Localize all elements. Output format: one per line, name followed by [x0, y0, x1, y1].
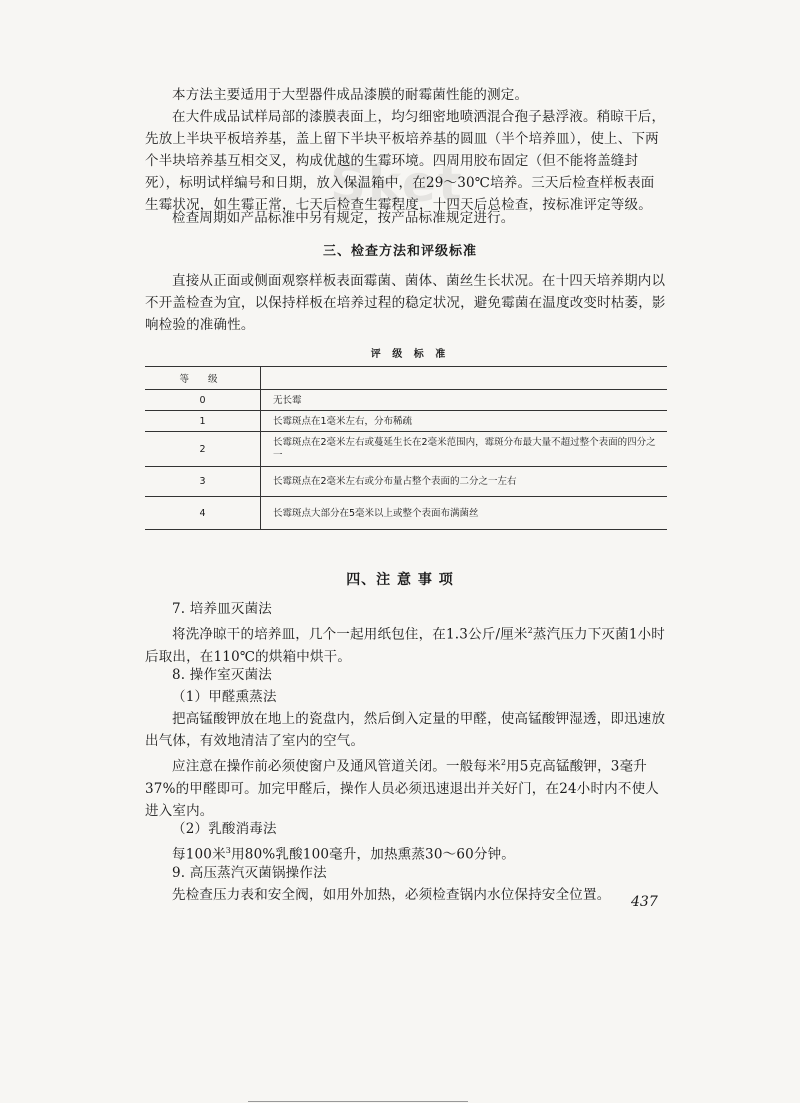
table-cell-level: 0: [145, 390, 261, 411]
item-7-paragraph: 将洗净晾干的培养皿，几个一起用纸包住，在1.3公斤/厘米$^2$蒸汽压力下灭菌1小时后取出，在110℃的烘箱中烘干。: [145, 626, 666, 665]
intro-paragraph-1: 本方法主要适用于大型器件成品漆膜的耐霉菌性能的测定。: [172, 87, 529, 103]
table-row: [145, 467, 667, 497]
table-cell-level: 1: [145, 411, 261, 432]
table-cell-desc: 长霉斑点在2毫米左右或分布量占整个表面的二分之一左右: [261, 467, 668, 497]
item-8-1-paragraph-2: 应注意在操作前必须使窗户及通风管道关闭。一般每米$^2$用5克高锰酸钾，3毫升37%的甲醛即可。加完甲醛后，操作人员必须迅速退出并关好门，在24小时内不使人进入室内。: [145, 758, 659, 819]
item-8-2-paragraph: 每100米$^3$用80%乳酸100毫升，加热熏蒸30～60分钟。: [172, 846, 516, 863]
table-cell-desc: 长霉斑点在1毫米左右，分布稀疏: [261, 411, 668, 432]
table-header-row: [145, 367, 667, 390]
table-cell-desc: 长霉斑点大部分在5毫米以上或整个表面布满菌丝: [261, 497, 668, 530]
table-header-desc: [261, 367, 668, 390]
table-header-level: 等 级: [145, 367, 261, 390]
item-7-title: 7. 培养皿灭菌法: [172, 601, 272, 617]
item-8-2-title: （2）乳酸消毒法: [172, 821, 277, 837]
table-cell-level: 4: [145, 497, 261, 530]
table-title: 评 级 标 准: [370, 349, 450, 360]
table-row: [145, 432, 667, 467]
grading-table: [145, 366, 667, 530]
table-row: [145, 390, 667, 411]
table-cell-desc: 无长霉: [261, 390, 668, 411]
item-9-paragraph: 先检查压力表和安全阀，如用外加热，必须检查锅内水位保持安全位置。: [172, 887, 611, 903]
section-4-title: 四、注 意 事 项: [346, 572, 454, 588]
bottom-rule: [248, 1101, 468, 1102]
section-3-title: 三、检查方法和评级标准: [322, 244, 477, 259]
table-cell-desc: 长霉斑点在2毫米左右或蔓延生长在2毫米范围内，霉斑分布最大量不超过整个表面的四分之一: [261, 432, 668, 467]
table-row: [145, 497, 667, 530]
item-9-title: 9. 高压蒸汽灭菌锅操作法: [172, 865, 327, 881]
item-8-1-paragraph-1: 把高锰酸钾放在地上的瓷盘内，然后倒入定量的甲醛，使高锰酸钾湿透，即迅速放出气体，有效地清洁了室内的空气。: [145, 711, 666, 749]
item-8-title: 8. 操作室灭菌法: [172, 667, 272, 683]
section-3-paragraph: 直接从正面或侧面观察样板表面霉菌、菌体、菌丝生长状况。在十四天培养期内以不开盖检查为宜，以保持样板在培养过程的稳定状况，避免霉菌在温度改变时枯萎，影响检验的准确性。: [145, 273, 666, 333]
intro-paragraph-3: 检查周期如产品标准中另有规定，按产品标准规定进行。: [172, 210, 515, 226]
page-number: 437: [631, 894, 658, 910]
table-cell-level: 3: [145, 467, 261, 497]
item-8-1-title: （1）甲醛熏蒸法: [172, 689, 277, 705]
table-row: [145, 411, 667, 432]
watermark: Sket: [330, 155, 464, 213]
table-cell-level: 2: [145, 432, 261, 467]
intro-paragraph-2: 在大件成品试样局部的漆膜表面上，均匀细密地喷洒混合孢子悬浮液。稍晾干后，先放上半块平板培养基，盖上留下半块平板培养基的圆皿（半个培养皿），使上、下两个半块培养基互相交叉，构成优越的生霉环境。四周用胶布固定（但不能将盖缝封死），标明试样编号和日期，放入保温箱中，在29～30℃培养。三天后检查样板表面生霉状况，如生霉正常，七天后检查生霉程度，十四天后总检查，按标准评定等级。: [145, 109, 666, 213]
